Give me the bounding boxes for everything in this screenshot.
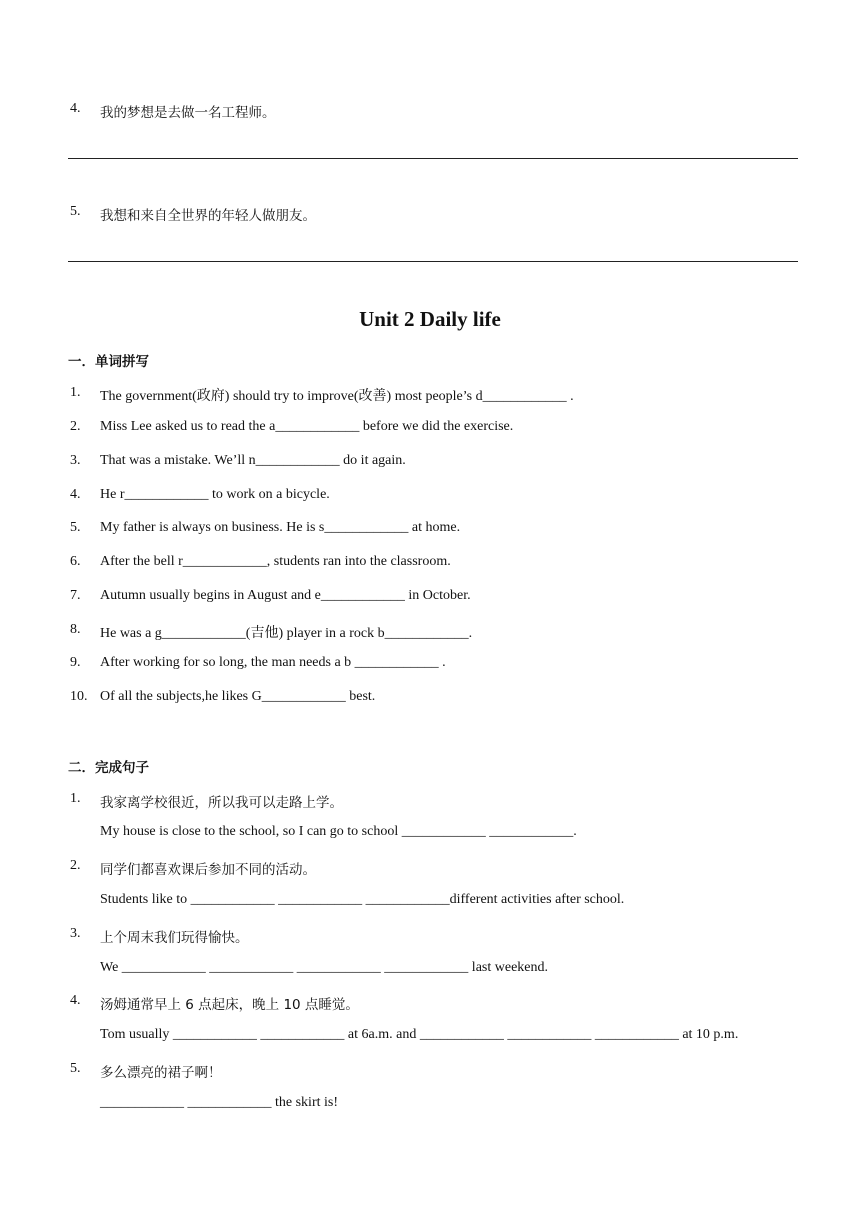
item-number: 3. <box>70 453 81 468</box>
item-number: 2. <box>70 419 81 434</box>
item-number: 4. <box>70 993 81 1008</box>
answer-line <box>68 158 798 159</box>
spelling-question: Miss Lee asked us to read the a____________ before we did the exercise. <box>100 419 514 434</box>
english-sentence: We ____________ ____________ ____________ ____________ last weekend. <box>100 960 548 975</box>
item-number: 5. <box>70 520 81 535</box>
translation-prompt: 我的梦想是去做一名工程师。 <box>100 105 276 121</box>
chinese-sentence: 汤姆通常早上 6 点起床，晚上 10 点睡觉。 <box>100 997 359 1013</box>
chinese-sentence: 我家离学校很近，所以我可以走路上学。 <box>100 795 343 811</box>
english-sentence: Students like to ____________ ____________ ____________different activities after school. <box>100 892 625 907</box>
english-sentence: ____________ ____________ the skirt is! <box>100 1095 338 1110</box>
spelling-question: My father is always on business. He is s____________ at home. <box>100 520 461 535</box>
item-number: 4. <box>70 487 81 502</box>
spelling-question: He was a g____________(吉他) player in a rock b____________. <box>100 626 473 641</box>
item-number: 1. <box>70 385 81 400</box>
english-sentence: Tom usually ____________ ____________ at 6a.m. and ____________ ____________ ____________ at 10 p.m. <box>100 1027 739 1042</box>
unit-title: Unit 2 Daily life <box>359 307 501 331</box>
item-number: 9. <box>70 655 81 670</box>
spelling-question: He r____________ to work on a bicycle. <box>100 487 330 502</box>
section-heading-spelling: 一．单词拼写 <box>68 354 149 370</box>
spelling-question: Autumn usually begins in August and e____________ in October. <box>100 588 471 603</box>
translation-prompt: 我想和来自全世界的年轻人做朋友。 <box>100 208 316 224</box>
item-number: 4. <box>70 101 81 116</box>
item-number: 1. <box>70 791 81 806</box>
item-number: 7. <box>70 588 81 603</box>
chinese-sentence: 上个周末我们玩得愉快。 <box>100 930 249 946</box>
english-sentence: My house is close to the school, so I can go to school ____________ ____________. <box>100 824 577 839</box>
item-number: 5. <box>70 204 81 219</box>
item-number: 8. <box>70 622 81 637</box>
item-number: 2. <box>70 858 81 873</box>
item-number: 6. <box>70 554 81 569</box>
item-number: 5. <box>70 1061 81 1076</box>
chinese-sentence: 同学们都喜欢课后参加不同的活动。 <box>100 862 316 878</box>
spelling-question: The government(政府) should try to improve(改善) most people’s d____________ . <box>100 389 574 404</box>
spelling-question: Of all the subjects,he likes G____________ best. <box>100 689 376 704</box>
chinese-sentence: 多么漂亮的裙子啊！ <box>100 1065 222 1081</box>
item-number: 3. <box>70 926 81 941</box>
spelling-question: After the bell r____________, students ran into the classroom. <box>100 554 451 569</box>
answer-line <box>68 261 798 262</box>
item-number: 10. <box>70 689 88 704</box>
spelling-question: That was a mistake. We’ll n____________ do it again. <box>100 453 406 468</box>
section-heading-sentences: 二．完成句子 <box>68 760 149 776</box>
spelling-question: After working for so long, the man needs a b ____________ . <box>100 655 446 670</box>
